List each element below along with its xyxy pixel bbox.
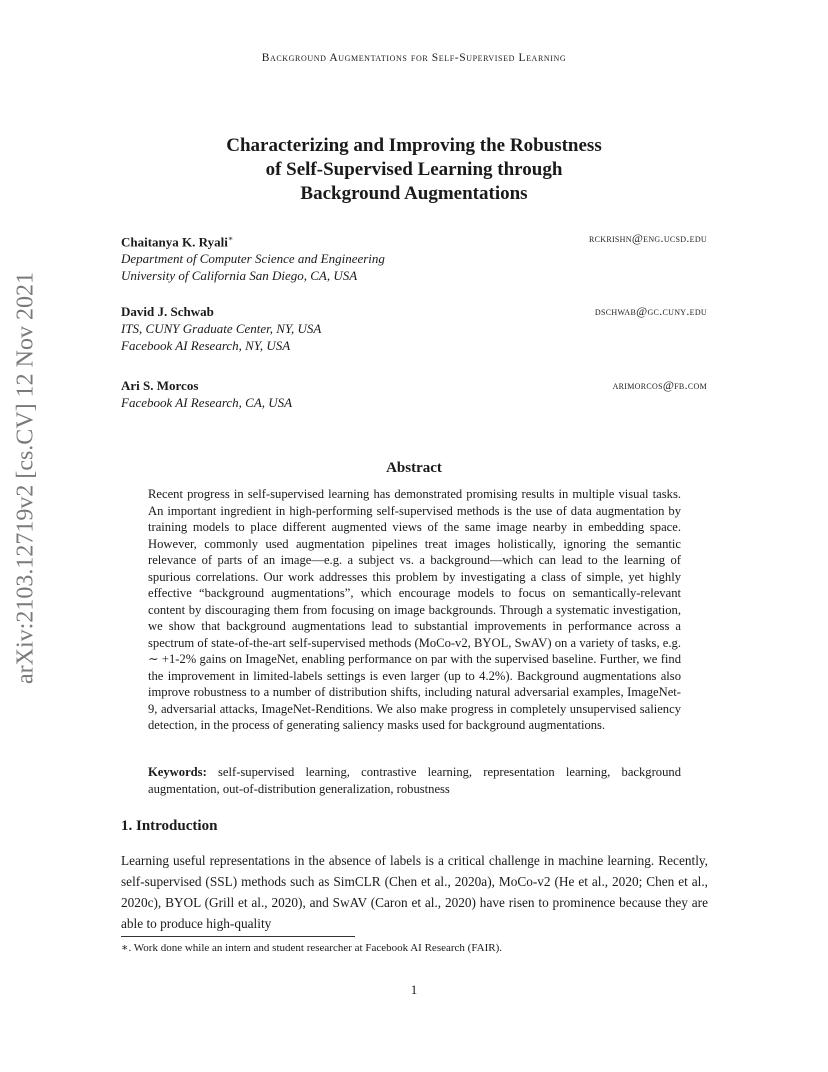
author-name: Ari S. Morcos (121, 378, 199, 393)
author-affiliation: Department of Computer Science and Engineering (121, 251, 385, 267)
page-number: 1 (410, 982, 418, 997)
footnote-divider (121, 936, 355, 937)
arxiv-identifier: arXiv:2103.12719v2 [cs.CV] 12 Nov 2021 (12, 272, 39, 684)
author-affiliation: ITS, CUNY Graduate Center, NY, USA (121, 321, 322, 336)
title-line: Characterizing and Improving the Robustness (226, 135, 602, 156)
author-affiliation: University of California San Diego, CA, USA (121, 268, 358, 284)
author-email: dschwab@gc.cuny.edu (594, 304, 707, 318)
abstract-heading: Abstract (386, 460, 442, 476)
running-head: Background Augmentations for Self-Supervised Learning (261, 52, 567, 64)
paper-title (0, 134, 828, 206)
author-affiliation: Facebook AI Research, CA, USA (121, 395, 293, 410)
author-name: Chaitanya K. Ryali∗ (121, 234, 234, 250)
author-block (121, 230, 707, 284)
title-line: of Self-Supervised Learning through (265, 159, 563, 180)
keywords-text: self-supervised learning, contrastive learning, representation learning, background augmentation, out-of-distribution generalization, robustness (148, 765, 681, 796)
author-email: rckrishn@eng.ucsd.edu (588, 231, 707, 245)
section-body: Learning useful representations in the absence of labels is a critical challenge in machine learning. Recently, self-supervised (SSL) methods such as SimCLR (Chen et al., 2020a), MoCo-v2 (He et al., 2020; Chen et al., 2020c), BYOL (Grill et al., 2020), and SwAV (Caron et al., 2020) have risen to prominence because they are able to produce high-quality (121, 853, 708, 931)
author-name: David J. Schwab (121, 304, 214, 319)
abstract-body: Recent progress in self-supervised learning has demonstrated promising results in multiple visual tasks. An important ingredient in high-performing self-supervised methods is the use of data augmentation by training models to place different augmented views of the same image nearby in embedding space. However, commonly used augmentation pipelines treat images holistically, ignoring the semantic relevance of parts of an image—e.g. a subject vs. a background—which can lead to the learning of spurious correlations. Our work addresses this problem by investigating a class of simple, yet highly effective “background augmentations”, which encourage models to focus on semantically-relevant content by discouraging them from focusing on image backgrounds. Through a systematic investigation, we show that background augmentations lead to substantial improvements in performance across a spectrum of state-of-the-art self-supervised methods (MoCo-v2, BYOL, SwAV) on a variety of tasks, e.g. ∼ +1-2% gains on ImageNet, enabling performance on par with the supervised baseline. Further, we find the improvement in limited-labels settings is even larger (up to 4.2%). Background augmentations also improve robustness to a number of distribution shifts, including natural adversarial examples, ImageNet-9, adversarial attacks, ImageNet-Renditions. We also make progress in completely unsupervised saliency detection, in the process of generating saliency masks used for background augmentations. (148, 487, 681, 732)
author-email: arimorcos@fb.com (612, 378, 707, 392)
keywords-label: Keywords: (148, 765, 207, 779)
keywords (148, 764, 681, 797)
footnote-mark: ∗ (227, 234, 234, 243)
section-heading: 1. Introduction (121, 818, 218, 834)
author-block (121, 303, 707, 354)
author-affiliation: Facebook AI Research, NY, USA (121, 338, 291, 353)
footnote: ∗. Work done while an intern and student researcher at Facebook AI Research (FAIR). (121, 942, 502, 954)
author-block (121, 377, 707, 411)
title-line: Background Augmentations (300, 183, 528, 204)
